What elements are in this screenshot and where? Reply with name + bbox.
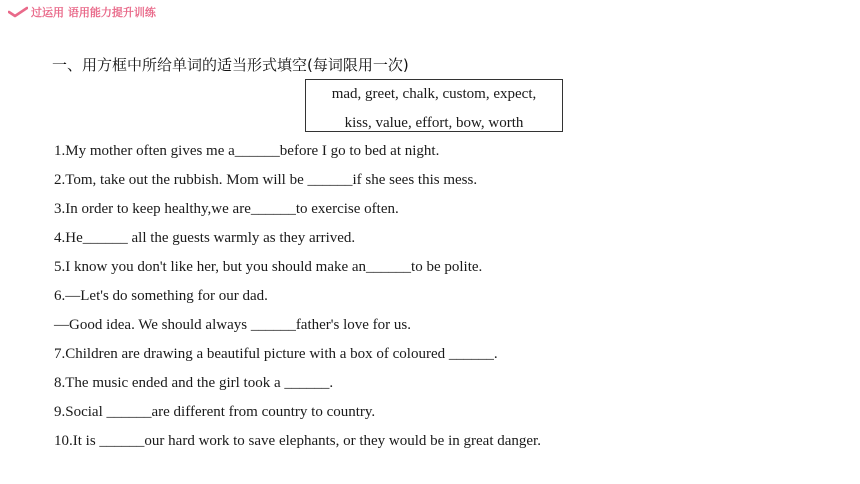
word-box-line-1: mad, greet, chalk, custom, expect, xyxy=(331,86,537,102)
brand-text: 过运用 语用能力提升训练 xyxy=(31,6,156,19)
word-box xyxy=(305,79,563,132)
question-6-line-2: —Good idea. We should always ______father's love for us. xyxy=(54,317,411,333)
question-1: 1.My mother often gives me a______before I go to bed at night. xyxy=(54,143,440,159)
word-box-line-2: kiss, value, effort, bow, worth xyxy=(344,115,524,131)
question-4: 4.He______ all the guests warmly as they arrived. xyxy=(54,230,356,246)
question-7: 7.Children are drawing a beautiful picture with a box of coloured ______. xyxy=(54,346,498,362)
question-5: 5.I know you don't like her, but you should make an______to be polite. xyxy=(54,259,483,275)
question-10: 10.It is ______our hard work to save elephants, or they would be in great danger. xyxy=(54,433,541,449)
question-9: 9.Social ______are different from country to country. xyxy=(54,404,376,420)
brand-header xyxy=(8,4,156,20)
section-heading: 一、用方框中所给单词的适当形式填空(每词限用一次) xyxy=(52,56,409,74)
question-6-line-1: 6.—Let's do something for our dad. xyxy=(54,288,268,304)
question-3: 3.In order to keep healthy,we are______to exercise often. xyxy=(54,201,399,217)
question-2: 2.Tom, take out the rubbish. Mom will be ______if she sees this mess. xyxy=(54,172,478,188)
question-8: 8.The music ended and the girl took a ______. xyxy=(54,375,334,391)
checkmark-icon xyxy=(8,6,28,18)
